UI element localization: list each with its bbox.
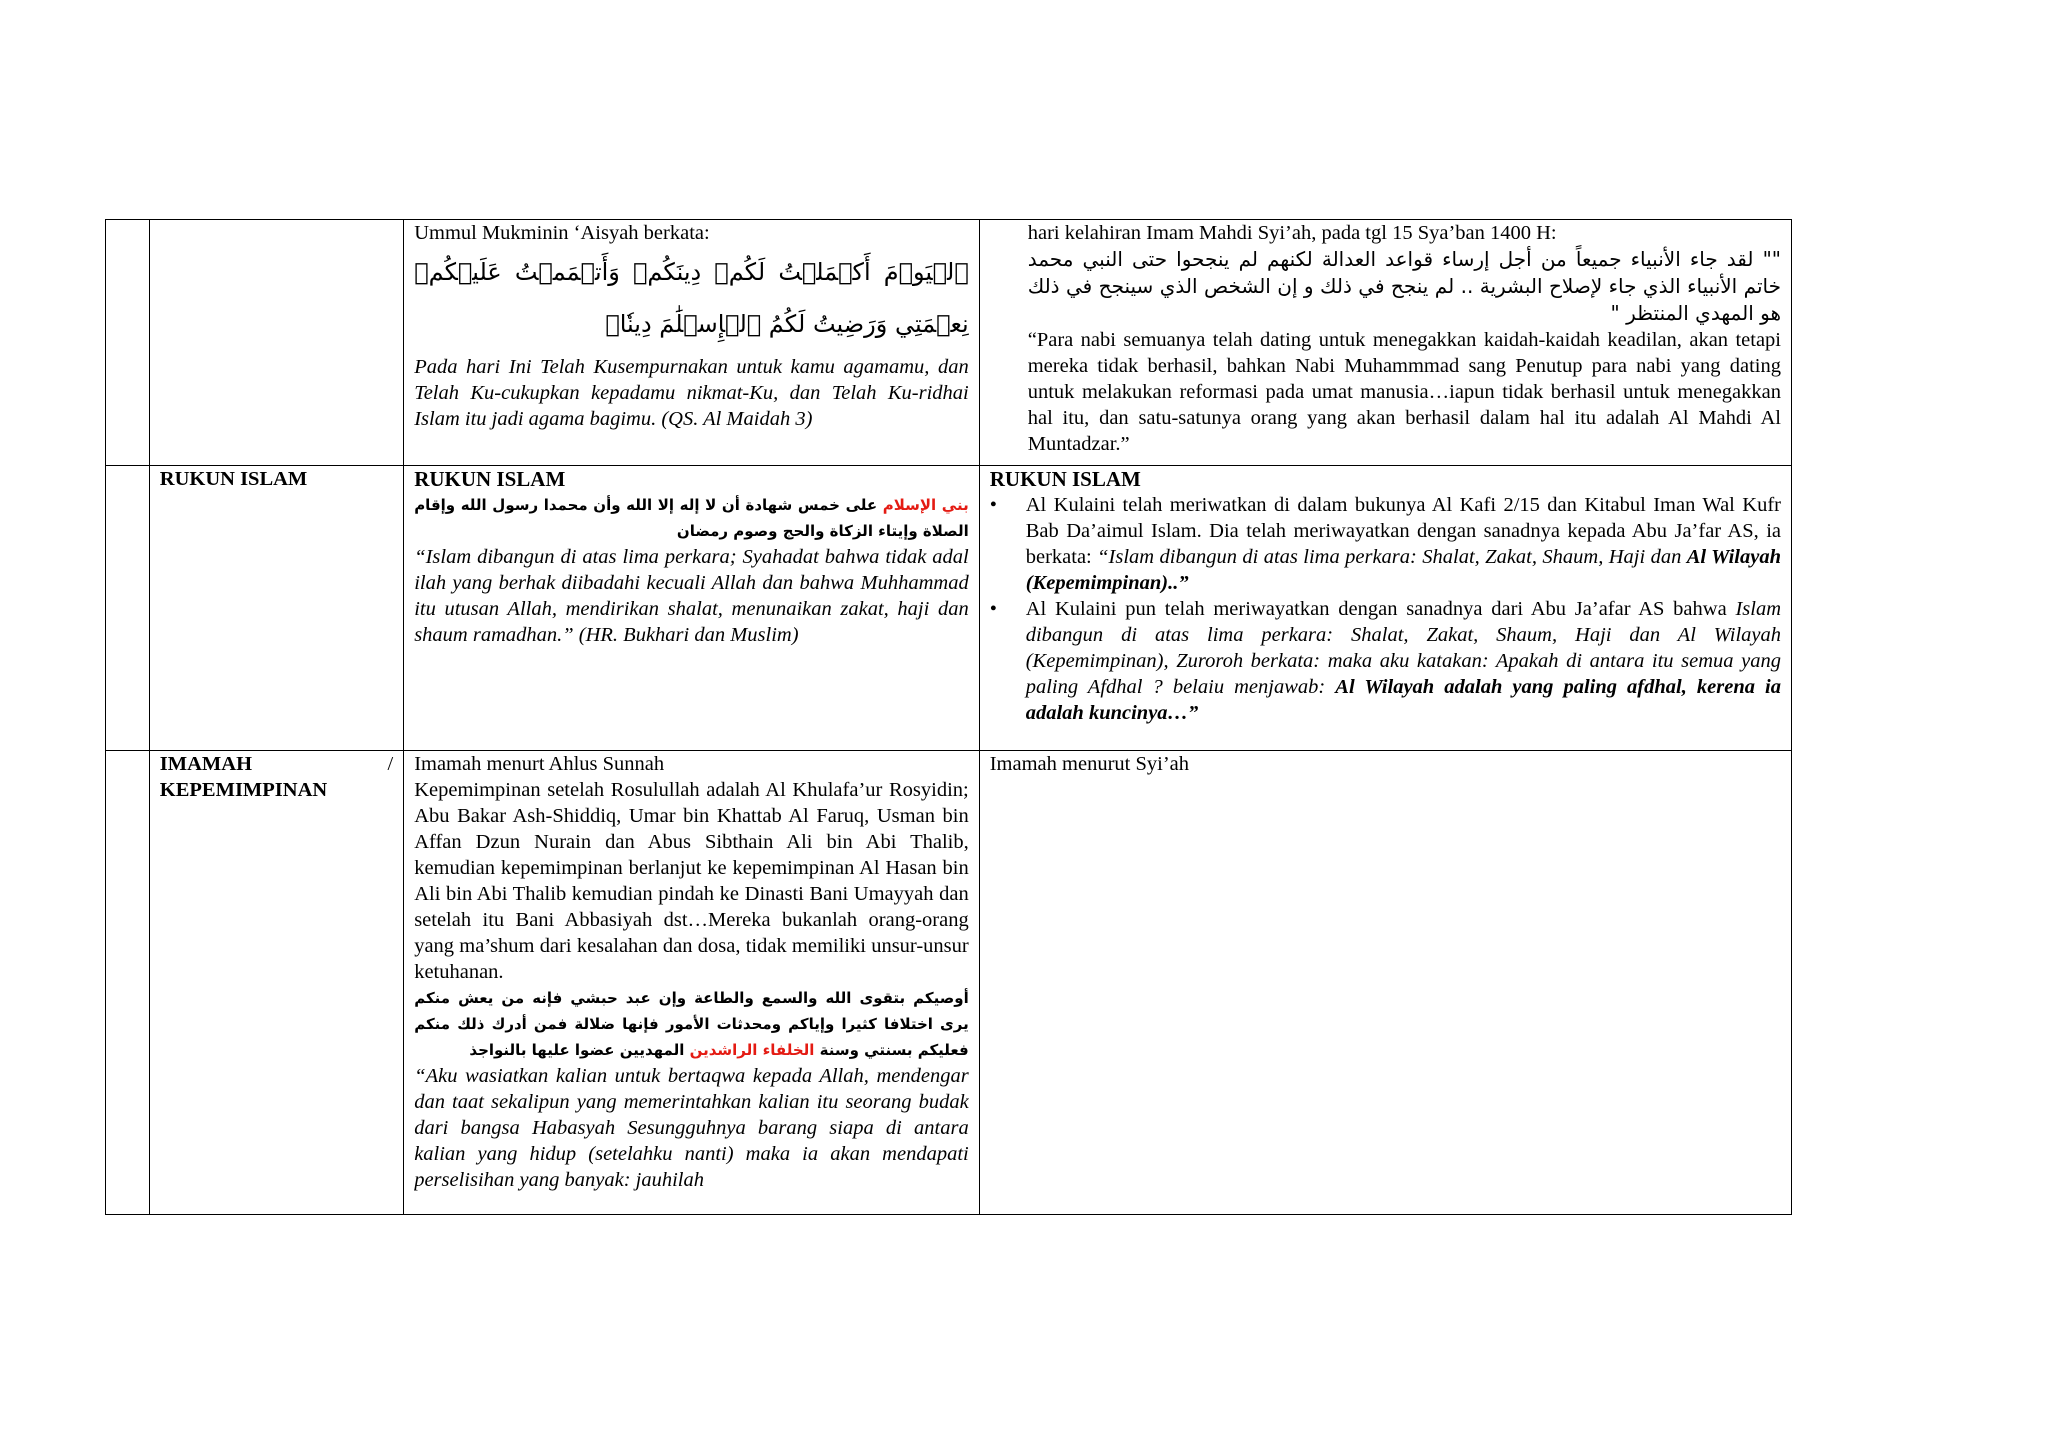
hadith-arabic: [414, 985, 969, 1063]
bullet-icon: •: [989, 598, 997, 620]
mahdi-intro: hari kelahiran Imam Mahdi Syi’ah, pada tgl 15 Sya’ban 1400 H:: [1027, 222, 1557, 244]
hadith-arabic-text: المهديين عضوا عليها بالنواجذ: [469, 1041, 690, 1059]
hadith-arabic-text: أوصيكم بتقوى الله والسمع والطاعة وإن عبد حبشي فإنه من يعش منكم يرى اختلافا كثيرا وإياكم ومحدثات الأمور فإنها ضلالة فمن أدرك ذلك منكم فعليكم بسنتي وسنة: [414, 989, 969, 1059]
narration-text: Al Kulaini pun telah meriwayatkan dengan sanadnya dari Abu Ja’afar AS bahwa: [1025, 598, 1736, 620]
comparison-table: [105, 219, 1792, 1215]
sunnah-cell-content: [414, 751, 969, 1214]
hadith-translation: “Aku wasiatkan kalian untuk bertaqwa kepada Allah, mendengar dan taat sekalipun yang memerintahkan kalian itu seorang budak dari bangsa Habasyah Sesungguhnya barang siapa di antara kalian yang hidup (setelahku nanti) maka ia akan mendapati perselisihan yang banyak: jauhilah: [414, 1065, 969, 1191]
narration-quote: “Islam dibangun di atas lima perkara: Shalat, Zakat, Shaum, Haji dan: [1097, 546, 1687, 568]
sunnah-cell: [404, 466, 980, 751]
row-number-cell: [106, 220, 150, 466]
row-number-cell: [106, 466, 150, 751]
sunnah-cell: [404, 220, 980, 466]
section-title: Imamah menurt Ahlus Sunnah: [414, 753, 665, 775]
row-number-cell: [106, 751, 150, 1215]
list-item: [989, 492, 1781, 596]
hadith-arabic: [414, 492, 969, 544]
hadith-arabic-highlight: بني الإسلام: [882, 496, 969, 514]
table-row-rukun-islam: [106, 466, 1792, 751]
quran-verse-translation: Pada hari Ini Telah Kusempurnakan untuk kamu agamamu, dan Telah Ku-cukupkan kepadamu nikmat-Ku, dan Telah Ku-ridhai Islam itu jadi agama bagimu. (QS. Al Maidah 3): [414, 356, 969, 430]
narration-quote: Islam dibangun di atas lima perkara: Shalat, Zakat, Shaum, Haji dan Al Wilayah (Kepemimpinan), Zuroroh berkata: maka aku katakan: Apakah di antara itu semua yang paling Afdhal ? belaiu menjawab:: [1025, 598, 1781, 698]
hadith-arabic-highlight: الخلفاء الراشدين: [689, 1041, 815, 1059]
mahdi-quote-translation: “Para nabi semuanya telah dating untuk menegakkan kaidah-kaidah keadilan, akan tetapi mereka tidak berhasil, bahkan Nabi Muhammmad sang Penutup para nabi yang dating untuk melakukan reformasi pada umat manusia…iapun tidak berhasil untuk menegakkan hal itu, dan satu-satunya orang yang akan berhasil dalam hal itu adalah Al Mahdi Al Muntadzar.”: [1027, 329, 1781, 455]
sunnah-cell: [404, 751, 980, 1215]
topic-label: RUKUN ISLAM: [149, 466, 403, 751]
topic-cell: [149, 751, 403, 1215]
shiah-cell: [979, 466, 1791, 751]
topic-label-separator: /: [387, 753, 394, 775]
narration-list: [990, 492, 1781, 726]
quran-verse-arabic: ٱلۡيَوۡمَ أَكۡمَلۡتُ لَكُمۡ دِينَكُمۡ وَأَتۡمَمۡتُ عَلَيۡكُمۡ نِعۡمَتِي وَرَضِيتُ لَكُمُ ٱلۡإِسۡلَٰمَ دِينٗاۚ: [414, 258, 969, 338]
shiah-cell: [979, 220, 1791, 466]
sunnah-imamah-body: Kepemimpinan setelah Rosulullah adalah Al Khulafa’ur Rosyidin; Abu Bakar Ash-Shiddiq, Umar bin Khattab Al Faruq, Usman bin Affan Dzun Nurain dan Abus Sibthain Ali bin Abi Thalib, kemudian kepemimpinan berlanjut ke kepemimpinan Al Hasan bin Ali bin Abi Thalib kemudian pindah ke Dinasti Bani Umayyah dan setelah itu Bani Abbasiyah dst…Mereka bukanlah orang-orang yang ma’shum dari kesalahan dan dosa, tidak memiliki unsur-unsur ketuhanan.: [414, 779, 969, 983]
section-title: RUKUN ISLAM: [414, 467, 566, 491]
narration-text: Al Kulaini telah meriwatkan di dalam bukunya Al Kafi 2/15 dan Kitabul Iman Wal Kufr Bab Da’aimul Islam. Dia telah meriwayatkan dengan sanadnya kepada Abu Ja’far AS, ia berkata:: [1025, 494, 1781, 568]
list-item: [989, 596, 1781, 726]
topic-label: IMAMAH: [159, 753, 253, 775]
table-row-imamah: [106, 751, 1792, 1215]
mahdi-quote-arabic: "" لقد جاء الأنبياء جميعاً من أجل إرساء قواعد العدالة لكنهم لم ينجحوا حتى النبي محمد خاتم الأنبياء الذي جاء لإصلاح البشرية .. لم ينجح في ذلك و إن الشخص الذي سينجح في ذلك هو المهدي المنتظر ": [1027, 247, 1781, 325]
narration-emphasis: Al Wilayah adalah yang paling afdhal, kerena ia adalah kuncinya…”: [1025, 676, 1781, 724]
aisyah-intro: Ummul Mukminin ‘Aisyah berkata:: [414, 222, 710, 244]
bullet-icon: •: [989, 494, 997, 516]
topic-label-continued: KEPEMIMPINAN: [159, 779, 328, 801]
hadith-translation: “Islam dibangun di atas lima perkara; Syahadat bahwa tidak adal ilah yang berhak diibadahi kecuali Allah dan bahwa Muhhammad itu utusan Allah, mendirikan shalat, menunaikan zakat, haji dan shaum ramadhan.” (HR. Bukhari dan Muslim): [414, 546, 969, 646]
narration-emphasis: Al Wilayah (Kepemimpinan)..”: [1025, 546, 1781, 594]
hadith-arabic-text: على خمس شهادة أن لا إله إلا الله وأن محمدا رسول الله وإقام الصلاة وإيتاء الزكاة والحج وصوم رمضان: [414, 496, 969, 540]
shiah-cell: [979, 751, 1791, 1215]
table-row-quran: [106, 220, 1792, 466]
section-title: Imamah menurut Syi’ah: [989, 753, 1189, 775]
topic-cell: [149, 220, 403, 466]
topic-label-line: [160, 751, 393, 777]
section-title: RUKUN ISLAM: [989, 467, 1141, 491]
